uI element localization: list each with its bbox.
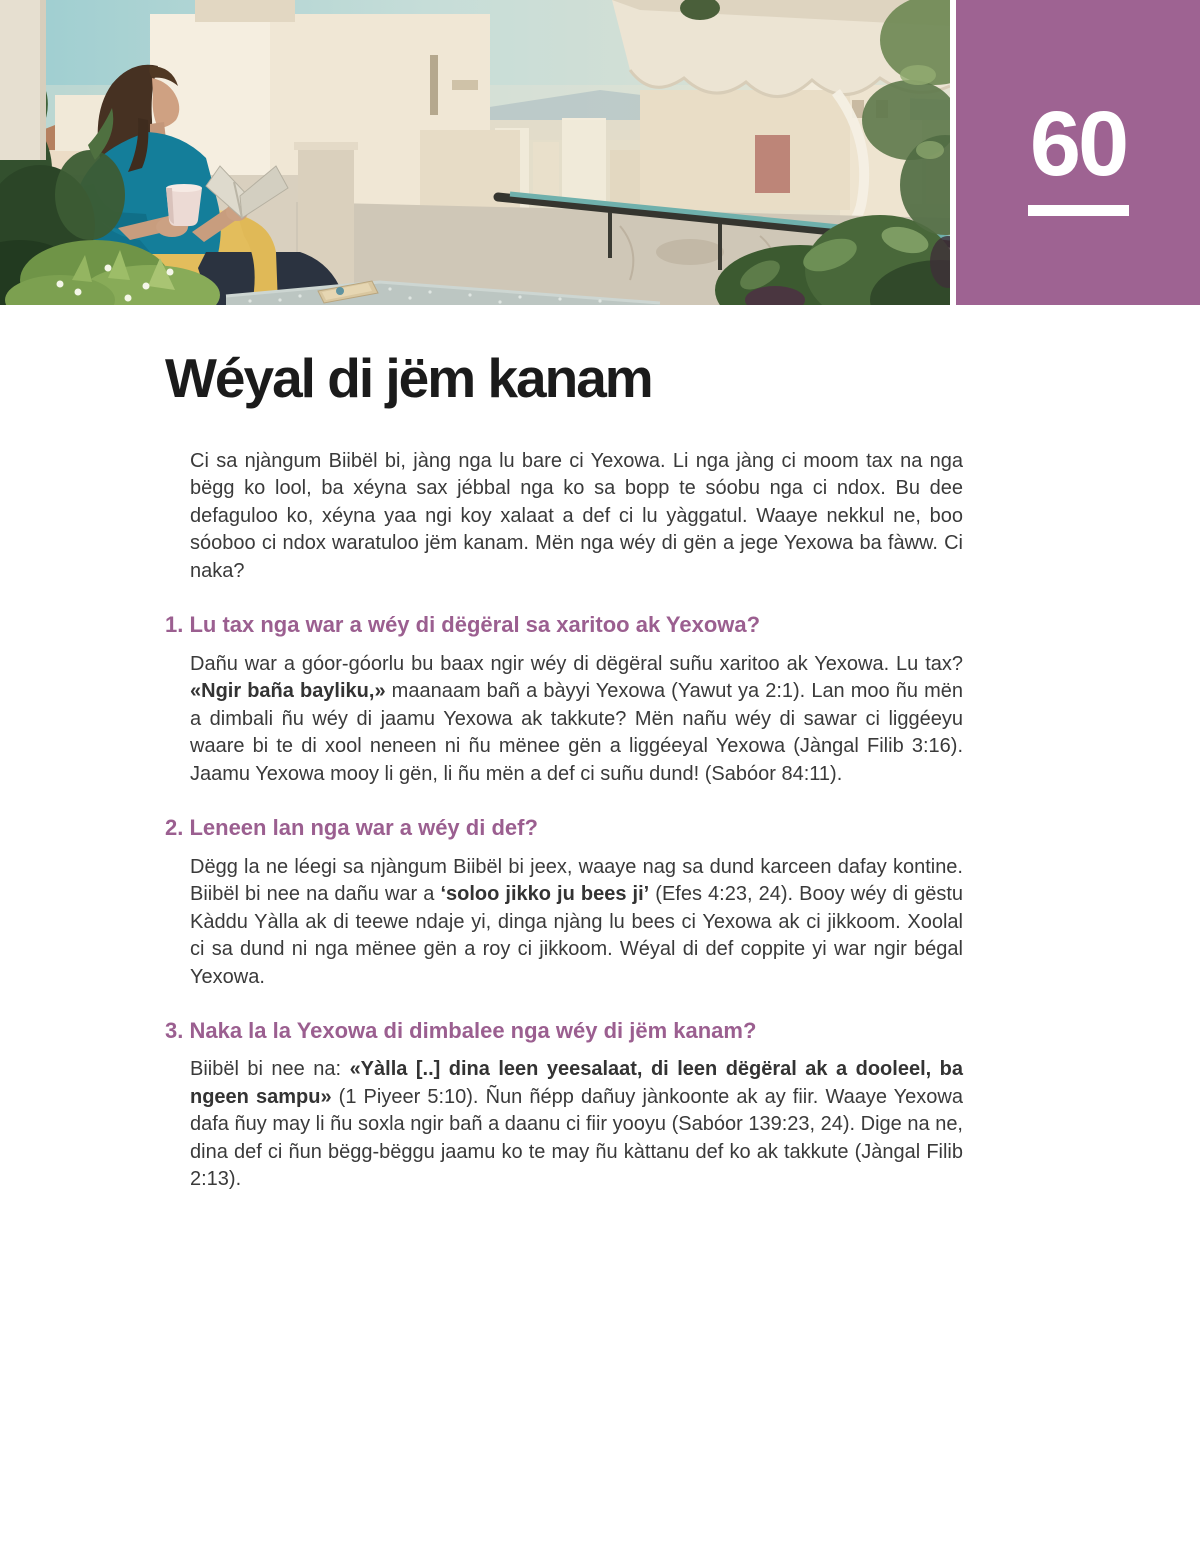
lesson-number-badge <box>956 0 1200 305</box>
question-1: 1. Lu tax nga war a wéy di dëgëral sa xaritoo ak Yexowa? <box>165 612 761 638</box>
paragraph-2-quote: ‘soloo jikko ju bees ji’ <box>440 883 650 906</box>
intro-paragraph: Ci sa njàngum Biibël bi, jàng nga lu bare ci Yexowa. Li nga jàng ci moom tax na nga bëgg ko lool, ba xéyna sax jébbal nga ko sa bopp te sóobu nga ci ndox. Bu dee defaguloo ko, xéyna yaa ngi koy xalaat a def ci lu yàggatul. Waaye nekkul ne, boo sóoboo ci ndox waratuloo jëm kanam. Mën nga wéy di gën a jege Yexowa ba fàww. Ci naka? <box>190 449 963 582</box>
paragraph-3-post: (1 Piyeer 5:10). Ñun ñépp dañuy jànkoonte ak ay fiir. Waaye Yexowa dafa ñuy may li ñu soxla ngir bañ a daanu ci fiir yooyu (Sabóor 139:23, 24). Dige na ne, dina def ci ñun bëgg-bëggu jaamu ko te may ñu kàttanu def ko ak takkute (Jàngal Filib 2:13). <box>190 1085 963 1191</box>
question-3: 3. Naka la la Yexowa di dimbalee nga wéy di jëm kanam? <box>165 1018 757 1044</box>
lesson-number-underline <box>1028 205 1129 216</box>
paragraph-3-pre: Biibël bi nee na: <box>190 1058 350 1081</box>
paragraph-3-quote: «Yàlla [..] dina leen yeesalaat, di leen dëgëral ak a dooleel, ba ngeen sampu» <box>190 1058 964 1108</box>
hero-photo <box>0 0 950 305</box>
paragraph-1-pre: Dañu war a góor-góorlu bu baax ngir wéy di dëgëral suñu xaritoo ak Yexowa. Lu tax? <box>190 652 963 675</box>
hero-photo-illustration <box>0 0 950 305</box>
paragraph-2-pre: Dëgg la ne léegi sa njàngum Biibël bi jeex, waaye nag sa dund karceen dafay kontine. Biibël bi nee na dañu war a <box>190 855 963 906</box>
content <box>0 347 1200 1194</box>
paragraph-3 <box>190 1056 963 1194</box>
page-title: Wéyal di jëm kanam <box>165 347 652 409</box>
hero <box>0 0 1200 305</box>
section-1 <box>165 612 963 788</box>
section-2 <box>165 815 963 991</box>
paragraph-1-post: maanaam bañ a bàyyi Yexowa (Yawut ya 2:1). Lan moo ñu mën a dimbali ñu wéy di jaamu Yexowa ak takkute? Mën nañu wéy di sawar ci liggéeyu waare bi te di xool neneen ni ñu mënee gën a liggéeyal Yexowa (Jàngal Filib 3:16). Jaamu Yexowa mooy li gën, li ñu mën a def ci suñu dund! (Sabóor 84:11). <box>190 680 963 785</box>
lesson-number: 60 <box>1029 92 1127 195</box>
section-3 <box>165 1018 963 1194</box>
paragraph-2 <box>190 854 963 992</box>
question-2: 2. Leneen lan nga war a wéy di def? <box>165 815 538 841</box>
paragraph-2-post: (Efes 4:23, 24). Booy wéy di gëstu Kàddu Yàlla ak di teewe ndaje yi, dinga njàng lu bees ci Yexowa ak ci jikkoom. Xoolal ci sa dund ni nga mënee gën a roy ci jikkoom. Wéyal di def coppite yi war ngir bégal Yexowa. <box>190 883 964 988</box>
building-behind-railing <box>640 90 850 210</box>
paragraph-1 <box>190 651 963 789</box>
left-pillar <box>0 0 46 160</box>
paragraph-1-quote: «Ngir baña bayliku,» <box>190 680 386 703</box>
